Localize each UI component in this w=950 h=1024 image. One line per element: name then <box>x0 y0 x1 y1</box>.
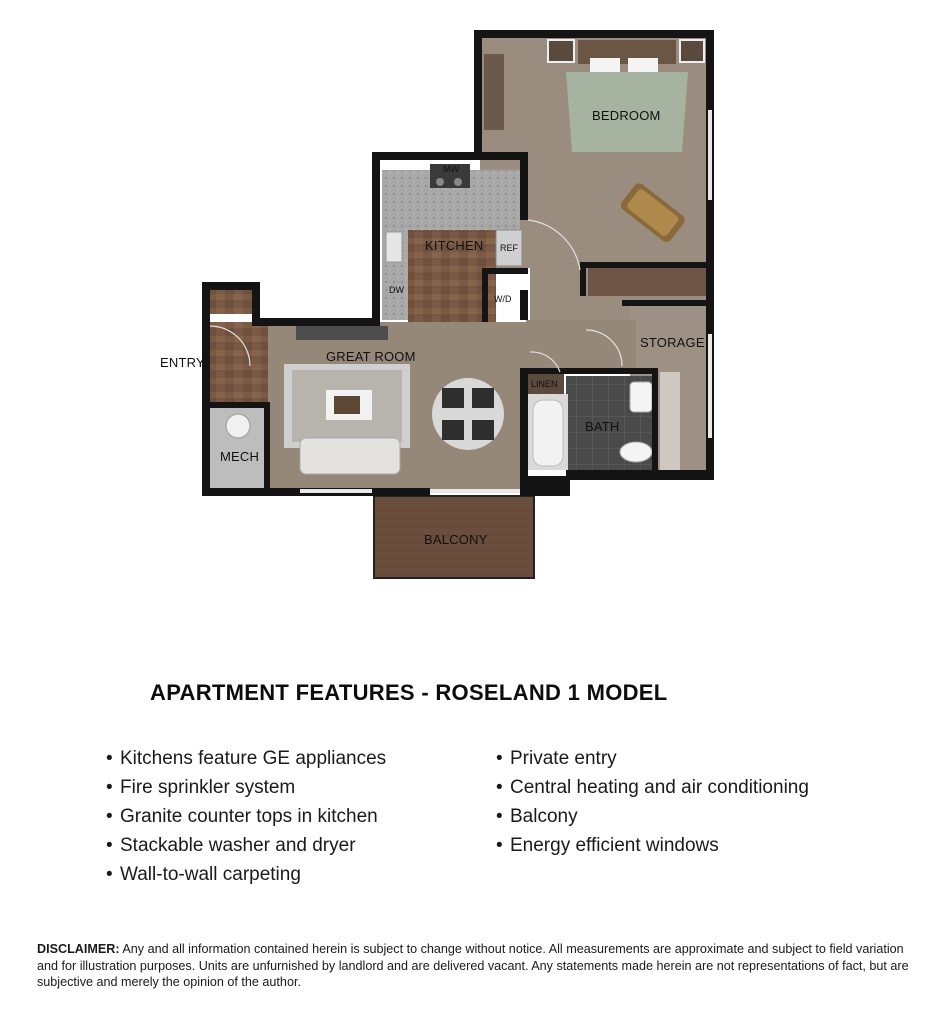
features-list-right <box>496 744 809 860</box>
feature-item: • Balcony <box>496 802 809 831</box>
disclaimer-label: DISCLAIMER: <box>37 942 120 956</box>
label-microwave: MW <box>443 164 459 174</box>
label-great-room: GREAT ROOM <box>326 349 416 364</box>
features-list-left <box>106 744 386 889</box>
label-entry: ENTRY <box>160 355 205 370</box>
label-bath: BATH <box>585 419 620 434</box>
feature-item: • Granite counter tops in kitchen <box>106 802 386 831</box>
label-washer-dryer: W/D <box>494 294 512 304</box>
label-storage: STORAGE <box>640 335 705 350</box>
disclaimer-text: Any and all information contained herein is subject to change without notice. All measurements are approximate and subject to field variation and for illustration purposes. Units are unfurnished by landlord and are delivered vacant. Any statements made herein are not representations of fact, but are subjective and merely the opinion of the author. <box>37 942 909 989</box>
storage-shelves <box>660 372 680 470</box>
label-linen: LINEN <box>531 379 558 389</box>
water-heater <box>226 414 250 438</box>
label-bedroom: BEDROOM <box>592 108 661 123</box>
label-kitchen: KITCHEN <box>425 238 484 253</box>
label-balcony: BALCONY <box>424 532 488 547</box>
feature-item: • Central heating and air conditioning <box>496 773 809 802</box>
label-dishwasher: DW <box>389 285 404 295</box>
feature-item: • Private entry <box>496 744 809 773</box>
features-title: APARTMENT FEATURES - ROSELAND 1 MODEL <box>150 680 668 705</box>
label-refrigerator: REF <box>500 243 518 253</box>
disclaimer <box>37 941 913 991</box>
feature-item: • Fire sprinkler system <box>106 773 386 802</box>
feature-item: • Kitchens feature GE appliances <box>106 744 386 773</box>
feature-item: • Energy efficient windows <box>496 831 809 860</box>
feature-item: • Wall-to-wall carpeting <box>106 860 386 889</box>
label-mech: MECH <box>220 449 260 464</box>
feature-item: • Stackable washer and dryer <box>106 831 386 860</box>
